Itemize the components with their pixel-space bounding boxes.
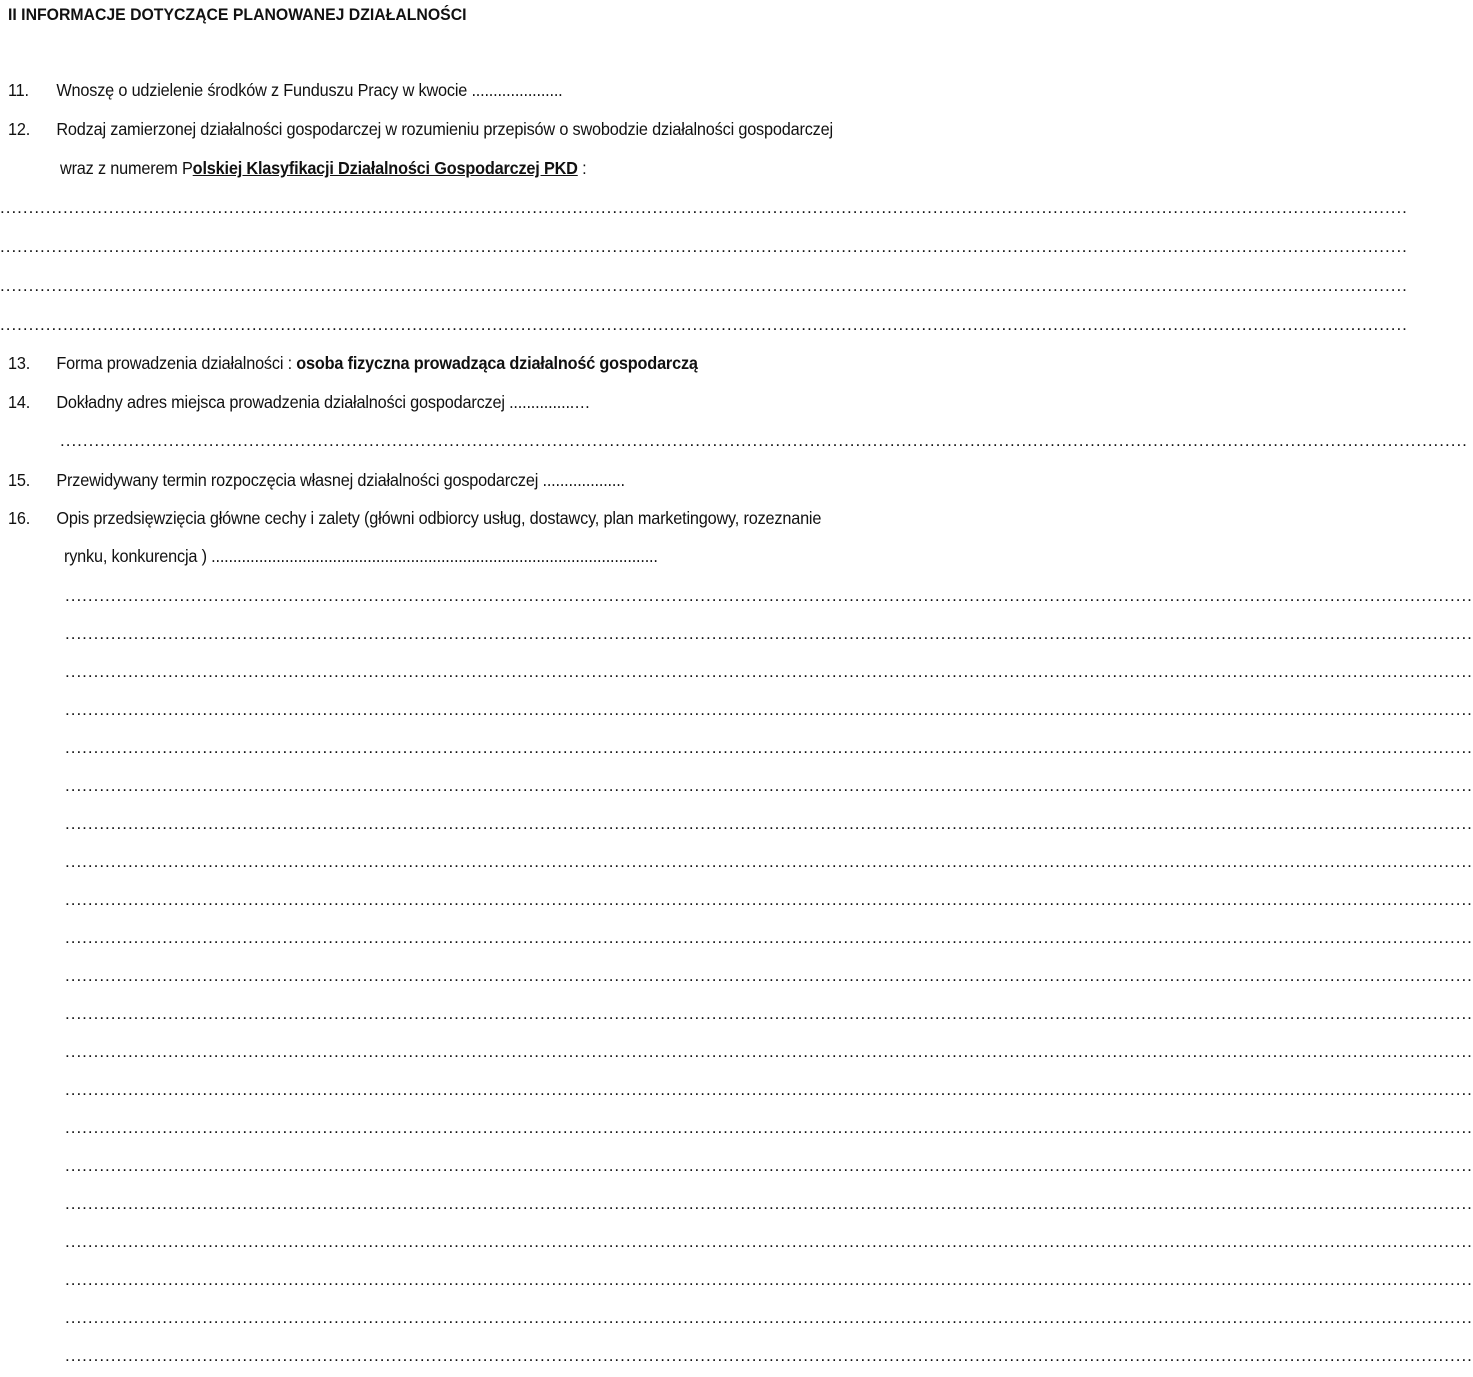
fill-line-16-18[interactable]: ...................................................................................................................................................................................................................................................... (65, 1232, 1473, 1251)
item-15-text: Przewidywany termin rozpoczęcia własnej działalności gospodarczej ................... (56, 470, 625, 490)
fill-line-16-08[interactable]: ...................................................................................................................................................................................................................................................... (65, 852, 1473, 871)
item-15-number: 15. (8, 470, 31, 490)
fill-line-16-07[interactable]: ...................................................................................................................................................................................................................................................... (65, 814, 1473, 833)
section-heading: II INFORMACJE DOTYCZĄCE PLANOWANEJ DZIAŁALNOŚCI (8, 5, 467, 24)
item-11-number: 11. (8, 80, 29, 100)
business-form-value: osoba fizyczna prowadząca działalność gospodarczą (296, 353, 698, 373)
item-12-text2-suffix: : (577, 158, 587, 178)
item-15 (8, 469, 625, 491)
fill-line-16-13[interactable]: ...................................................................................................................................................................................................................................................... (65, 1042, 1473, 1061)
item-13 (8, 352, 698, 374)
item-13-number: 13. (8, 353, 31, 373)
item-16-number: 16. (8, 508, 31, 528)
fill-line-16-21[interactable]: ...................................................................................................................................................................................................................................................... (65, 1346, 1473, 1365)
item-12-number: 12. (8, 119, 31, 139)
fill-line-16-17[interactable]: ...................................................................................................................................................................................................................................................... (65, 1194, 1473, 1213)
fill-line-16-03[interactable]: ...................................................................................................................................................................................................................................................... (65, 662, 1473, 681)
fill-line-16-02[interactable]: ...................................................................................................................................................................................................................................................... (65, 624, 1473, 643)
item-16 (8, 507, 821, 529)
item-16-continuation: rynku, konkurencja ) ....................................................................................................... (64, 546, 658, 566)
item-11 (8, 79, 563, 101)
fill-line-16-06[interactable]: ...................................................................................................................................................................................................................................................... (65, 776, 1473, 795)
fill-line-16-10[interactable]: ...................................................................................................................................................................................................................................................... (65, 928, 1473, 947)
item-13-text: Forma prowadzenia działalności : (56, 353, 297, 373)
fill-line-12b[interactable]: ...................................................................................................................................................................................................................................................... (0, 237, 1408, 256)
item-14-text: Dokładny adres miejsca prowadzenia działalności gospodarczej ...............… (56, 392, 591, 412)
fill-line-14[interactable]: ...................................................................................................................................................................................................................................................... (60, 431, 1468, 450)
item-16-text: Opis przedsięwzięcia główne cechy i zalety (główni odbiorcy usług, dostawcy, plan marketingowy, rozeznanie (56, 508, 822, 528)
fill-line-12a[interactable]: ...................................................................................................................................................................................................................................................... (0, 198, 1408, 217)
item-12-text2-prefix: wraz z numerem P (60, 158, 193, 178)
fill-line-16-16[interactable]: ...................................................................................................................................................................................................................................................... (65, 1156, 1473, 1175)
fill-line-16-20[interactable]: ...................................................................................................................................................................................................................................................... (65, 1308, 1473, 1327)
fill-line-16-15[interactable]: ...................................................................................................................................................................................................................................................... (65, 1118, 1473, 1137)
fill-line-16-01[interactable]: ...................................................................................................................................................................................................................................................... (65, 586, 1473, 605)
fill-line-12d[interactable]: ...................................................................................................................................................................................................................................................... (0, 315, 1408, 334)
item-11-text: Wnoszę o udzielenie środków z Funduszu Pracy w kwocie ..................... (56, 80, 563, 100)
fill-line-16-12[interactable]: ...................................................................................................................................................................................................................................................... (65, 1004, 1473, 1023)
item-14-number: 14. (8, 392, 31, 412)
fill-line-12c[interactable]: ...................................................................................................................................................................................................................................................... (0, 276, 1408, 295)
fill-line-16-09[interactable]: ...................................................................................................................................................................................................................................................... (65, 890, 1473, 909)
fill-line-16-11[interactable]: ...................................................................................................................................................................................................................................................... (65, 966, 1473, 985)
fill-line-16-19[interactable]: ...................................................................................................................................................................................................................................................... (65, 1270, 1473, 1289)
item-12 (8, 118, 833, 140)
fill-line-16-05[interactable]: ...................................................................................................................................................................................................................................................... (65, 738, 1473, 757)
item-12-text: Rodzaj zamierzonej działalności gospodarczej w rozumieniu przepisów o swobodzie działalności gospodarczej (56, 119, 833, 139)
pkd-label: olskiej Klasyfikacji Działalności Gospodarczej PKD (192, 158, 578, 178)
item-12-continuation (60, 157, 586, 179)
fill-line-16-04[interactable]: ...................................................................................................................................................................................................................................................... (65, 700, 1473, 719)
fill-line-16-14[interactable]: ...................................................................................................................................................................................................................................................... (65, 1080, 1473, 1099)
item-14 (8, 391, 590, 413)
